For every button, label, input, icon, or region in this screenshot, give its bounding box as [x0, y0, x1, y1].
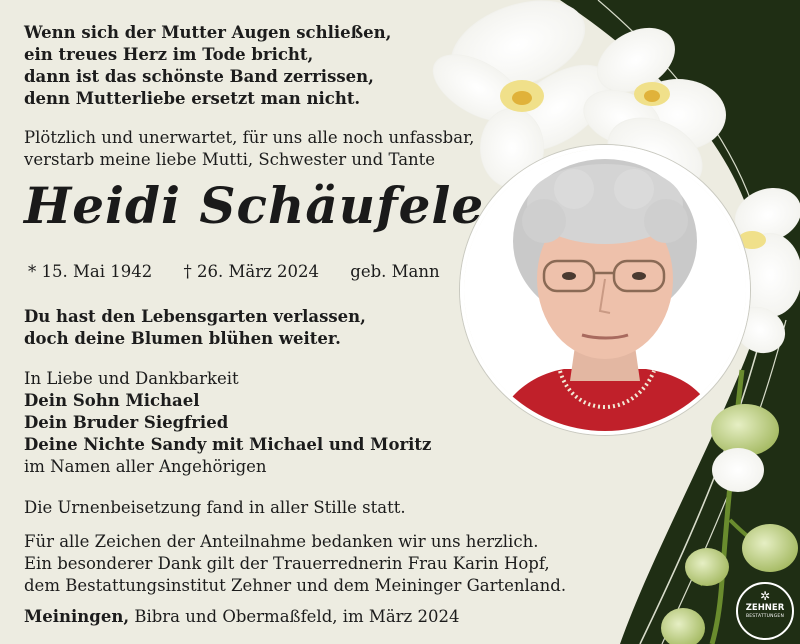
- logo-subtitle: BESTATTUNGEN: [745, 614, 785, 619]
- orchid-bud: [712, 448, 764, 492]
- thanks-line: Für alle Zeichen der Anteilnahme bedanken wir uns herzlich.: [24, 532, 539, 551]
- birth-date: * 15. Mai 1942: [28, 262, 153, 281]
- intro-line: verstarb meine liebe Mutti, Schwester und Tante: [24, 150, 436, 169]
- verse-line: doch deine Blumen blühen weiter.: [24, 329, 341, 348]
- mourner-brother: Dein Bruder Siegfried: [24, 413, 229, 432]
- poem-line: Wenn sich der Mutter Augen schließen,: [24, 23, 392, 42]
- deceased-name: Heidi Schäufele: [24, 176, 485, 235]
- mourner-niece: Deine Nichte Sandy mit Michael und Moritz: [24, 435, 432, 454]
- verse-line: Du hast den Lebensgarten verlassen,: [24, 307, 366, 326]
- poem-line: ein treues Herz im Tode bricht,: [24, 45, 314, 64]
- portrait-image: [464, 149, 746, 431]
- mourners-intro: In Liebe und Dankbarkeit: [24, 369, 239, 388]
- urn-notice-text: Die Urnenbeisetzung fand in aller Stille statt.: [24, 498, 406, 517]
- thanks-line: dem Bestattungsinstitut Zehner und dem Meininger Gartenland.: [24, 576, 567, 595]
- logo-mark-icon: ✲: [759, 589, 771, 603]
- thanks-section: [24, 531, 566, 597]
- place-date: [24, 606, 459, 628]
- mourner-son: Dein Sohn Michael: [24, 391, 200, 410]
- maiden-name: geb. Mann: [350, 262, 440, 281]
- verse: [24, 306, 366, 350]
- intro-line: Plötzlich und unerwartet, für uns alle noch unfassbar,: [24, 128, 475, 147]
- poem-line: denn Mutterliebe ersetzt man nicht.: [24, 89, 361, 108]
- orchid-bud: [685, 548, 729, 586]
- portrait-photo: [460, 145, 750, 435]
- funeral-home-logo: [736, 582, 794, 640]
- logo-name: ZEHNER: [745, 603, 785, 613]
- thanks-line: Ein besonderer Dank gilt der Trauerrednerin Frau Karin Hopf,: [24, 554, 550, 573]
- mourners-closing: im Namen aller Angehörigen: [24, 457, 267, 476]
- poem-line: dann ist das schönste Band zerrissen,: [24, 67, 374, 86]
- death-notice-intro: [24, 127, 474, 171]
- mourners-list: [24, 368, 431, 478]
- death-date: † 26. März 2024: [183, 262, 320, 281]
- orchid-bud: [711, 404, 779, 456]
- place-rest: Bibra und Obermaßfeld, im März 2024: [129, 607, 460, 626]
- orchid-bud: [742, 524, 798, 572]
- poem: [24, 22, 391, 110]
- life-dates: [28, 262, 466, 281]
- place-name: Meiningen,: [24, 607, 130, 626]
- urn-notice: [24, 497, 406, 519]
